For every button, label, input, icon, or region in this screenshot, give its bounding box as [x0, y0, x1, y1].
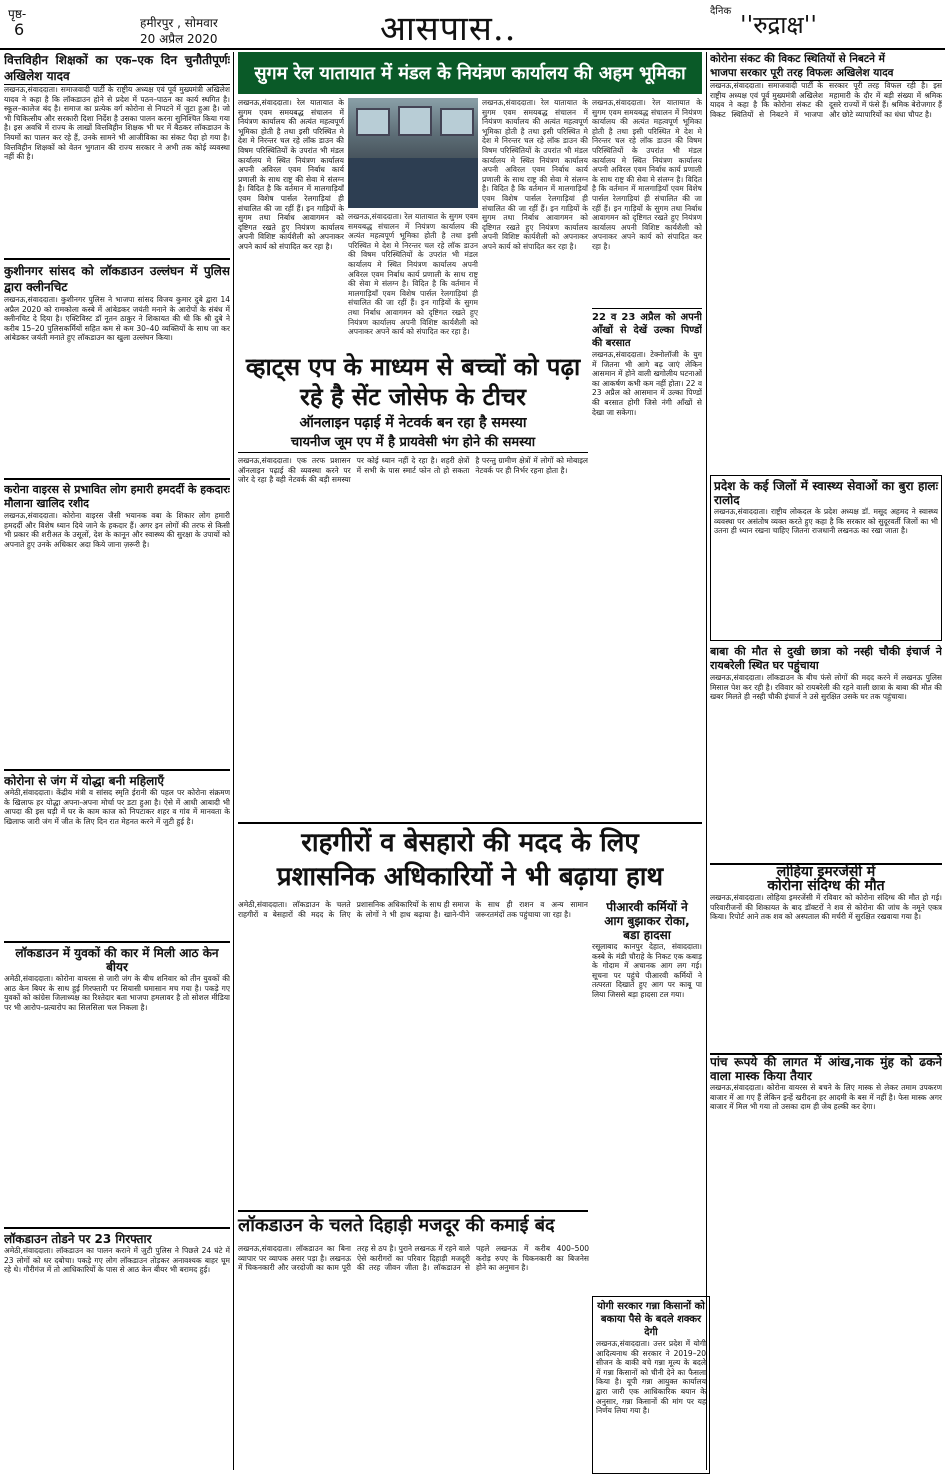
headline-help-line2: प्रशासनिक अधिकारियों ने भी बढ़ाया हाथ [276, 862, 664, 892]
deck-network-problem: ऑनलाइन पढ़ाई में नेटवर्क बन रहा है समस्या [299, 415, 527, 431]
story-body-fire: रसूलाबाद कानपुर देहात, संवाददाता। कस्बे के मंडी चौराहे के निकट एक कबाड़ के गोदाम में अचानक आग लग गई। सूचना पर पहुंचे पीआरवी कर्मियों ने तत्परता दिखाते हुए आग पर काबू पा लिया जिससे बड़ा हादसा टल गया। [592, 942, 702, 999]
headline-beer: लॉकडाउन में युवकों की कार में मिली आठ केन बीयर [15, 946, 219, 974]
story-body-lohia: लखनऊ,संवाददाता। लोहिया इमरजेंसी में रविवार को कोरोना संदिग्ध की मौत हो गई। परिवारीजनों की शिकायत के बाद डॉक्टरों ने शव से कोरोना की जांच के नमूने एकत्र किया। रिपोर्ट आने तक शव को अस्पताल की मर्चरी में सुरक्षित रखवाया गया है। [710, 893, 942, 922]
story-body-labour: लखनऊ,संवाददाता। लॉकडाउन का बिना व्यापार पर व्यापक असर पड़ा है। लखनऊ में चिकनकारी और जरदोजी का काम पूरी तरह से ठप है। पुराने लखनऊ में रहने वाले ऐसे कारीगरों का परिवार दिहाड़ी मजदूरी की तरह जीवन जीता है। लॉकडाउन से पहले लखनऊ में करीब 400–500 करोड़ रुपए के चिकनकारी का बिजनेस होने का अनुमान है। [238, 1244, 589, 1273]
story-body-beer: अमेठी,संवाददाता। कोरोना वायरस से जारी जंग के बीच शनिवार को तीन युवकों की आठ केन बियर के साथ हुई गिरफ्तारी पर सियासी घमासान मच गया है। पकड़े गए युवकों को कांग्रेस जिलाध्यक्ष का रिश्तेदार बता भाजपा हमलावर है तो सोशल मीडिया पर भी आरोप–प्रत्यारोप का सिलसिला चल निकला है। [4, 974, 230, 1012]
place-day: हमीरपुर , सोमवार [140, 16, 218, 30]
right-column [710, 52, 942, 1470]
headline-student: बाबा की मौत से दुखी छात्रा को नस्ही चौकी इंचार्ज ने रायबरेली स्थित घर पहुंचाया [710, 645, 942, 672]
rail-story-body-continued [348, 212, 478, 348]
story-body-whatsapp: लखनऊ,संवाददाता। एक तरफ प्रशासन ऑनलाइन पढ़ाई की व्यवस्था करने पर जोर दे रहा है वही नेटवर्क की बड़ी समस्या पर कोई ध्यान नहीं दे रहा है। शहरी क्षेत्रों में सभी के पास स्मार्ट फोन तो हो सकता है परन्तु ग्रामीण क्षेत्रों में लोगों को मोबाइल नेटवर्क पर ही निर्भर रहना होता है। [238, 456, 588, 485]
story-body-women-warriors: अमेठी,संवाददाता। केंद्रीय मंत्री व सांसद स्मृति ईरानी की पहल पर कोरोना संक्रमण के खिलाफ हर योद्धा अपना-अपना मोर्चा पर डटा हुआ है। ऐसे में आधी आबादी भी आपदा की इस घड़ी में घर के काम काज को निपटाकर शहर व गांव में मानवता के खिलाफ जारी जंग में जीत के लिए दिन रात मेहनत करने में जुटी हुई है। [4, 788, 230, 826]
story-body-mask: लखनऊ,संवाददाता। कोरोना वायरस से बचने के लिए मास्क से लेकर तमाम उपकरण बाजार में आ गए हैं लेकिन इन्हें खरीदना हर आदमी के बस में नहीं है। फेस मास्क अगर बाजार में मिल भी गया तो उसका दाम ही जेब हल्की कर देगा। [710, 1083, 942, 1112]
rail-story-body: लखनऊ,संवाददाता। रेल यातायात के सुगम एवम समयबद्ध संचालन में नियंत्रण कार्यालय की अत्यंत महत्वपूर्ण भूमिका होती है तथा इसी परिस्थित मे देश मे निरन्तर चल रहे लॉक डाउन की विषम परिस्थितियों के उपरांत भी मंडल कार्यालय मे स्थित नियंत्रण कार्यालय अपनी अविरल एवम निर्बाध कार्य प्रणाली के साथ राष्ट्र की सेवा मे संलग्न है। विदित है कि वर्तमान में मालगाड़ियाँ एवम विशेष पार्सल रेलगाड़ियां ही संचालित की जा रहीं हैं। इन गाड़ियों के सुगम तथा निर्बाध आवागमन को दृष्टिगत रखते हुए नियंत्रण कार्यालय अपनी विशिष्ट कार्यशैली को अपनाकर अपने कार्य को संपादित कर रहा है। [238, 98, 344, 251]
headline-rail-control: सुगम रेल यातायात में मंडल के नियंत्रण कार्यालय की अहम भूमिका [238, 52, 702, 94]
column-rule [233, 52, 234, 1470]
headline-fire-line3: बडा हादसा [623, 928, 671, 942]
middle-right-column [592, 98, 702, 738]
headline-akhilesh-line1: कोरोना संकट की विकट स्थितियों से निबटने में [710, 53, 885, 65]
story-body-akhilesh: लखनऊ,संवाददाता। समाजवादी पार्टी के राष्ट्रीय अध्यक्ष एवं पूर्व मुख्यमंत्री अखिलेश यादव ने कहा है कि कोरोना संकट की विकट स्थितियों से निबटने में भाजपा सरकार पूरी तरह विफल रही है। इस महामारी के दौर में बड़ी संख्या में श्रमिक दूसरे राज्यों में फंसे हैं। श्रमिक बेरोजगार हैं और छोटे व्यापारियों का धंधा चौपट है। [710, 81, 942, 119]
headline-sugarcane: योगी सरकार गन्ना किसानों को बकाया पैसे के बदले शक्कर देगी [597, 1301, 705, 1338]
headline-lohia-line1: लोहिया इमरजेंसी में [710, 863, 942, 879]
page-label: पृष्ठ- [8, 7, 27, 21]
masthead [0, 0, 945, 50]
headline-rld: प्रदेश के कई जिलों में स्वास्थ्य सेवाओं का बुरा हालः रालोद [714, 479, 938, 507]
headline-lohia-line2: कोरोना संदिग्ध की मौत [767, 878, 885, 894]
rail-story-body-col3 [482, 98, 588, 348]
headline-fire-line1: पीआरवी कर्मियों ने [606, 900, 688, 914]
headline-labour: लॉकडाउन के चलते दिहाड़ी मजदूर की कमाई बंद [238, 1215, 555, 1236]
story-body-student: लखनऊ,संवाददाता। लॉकडाउन के बीच फंसे लोगों की मदद करने में लखनऊ पुलिस मिसाल पेश कर रही है। रविवार को रायबरेली की रहने वाली छात्रा के बाबा की मौत की खबर मिलते ही नस्ही चौकी इंचार्ज ने उसे सुरक्षित उसके घर तक पहुंचाया। [710, 673, 942, 702]
story-body-help: अमेठी,संवाददाता। लॉकडाउन के चलते राहगीरों व बेसहारों की मदद के लिए प्रशासनिक अधिकारियों के साथ ही समाज के लोगों ने भी हाथ बढ़ाया है। खाने-पीने के साथ ही राशन व अन्य सामान जरूरतमंदों तक पहुंचाया जा रहा है। [238, 900, 588, 919]
paper-name: ''रुद्राक्ष'' [740, 11, 817, 39]
headline-fire-line2: आग बुझाकर रोका, [604, 914, 690, 928]
headline-kushinagar: कुशीनगर सांसद को लॉकडाउन उल्लंघन में पुलिस द्वारा क्लीनचिट [4, 264, 230, 294]
left-column [4, 52, 230, 1470]
story-body-rld: लखनऊ,संवाददाता। राष्ट्रीय लोकदल के प्रदेश अध्यक्ष डॉ. मसूद अहमद ने स्वास्थ्य व्यवस्था पर असंतोष व्यक्त करते हुए कहा है कि सरकार को सुदूरवर्ती जिलों का भी उतना ही ध्यान रखना चाहिए जितना राजधानी लखनऊ का रखा जाता है। [714, 507, 938, 536]
rail-story-body-4: लखनऊ,संवाददाता। रेल यातायात के सुगम एवम समयबद्ध संचालन में नियंत्रण कार्यालय की अत्यंत महत्वपूर्ण भूमिका होती है तथा इसी परिस्थित मे देश मे निरन्तर चल रहे लॉक डाउन की विषम परिस्थितियों के उपरांत भी मंडल कार्यालय मे स्थित नियंत्रण कार्यालय अपनी अविरल एवम निर्बाध कार्य प्रणाली के साथ राष्ट्र की सेवा मे संलग्न है। विदित है कि वर्तमान में मालगाड़ियाँ एवम विशेष पार्सल रेलगाड़ियां ही संचालित की जा रहीं हैं। इन गाड़ियों के सुगम तथा निर्बाध आवागमन को दृष्टिगत रखते हुए नियंत्रण कार्यालय अपनी विशिष्ट कार्यशैली को अपनाकर अपने कार्य को संपादित कर रहा है। [592, 98, 702, 251]
train-photo [348, 98, 478, 208]
headline-arrests: लॉकडाउन तोडने पर 23 गिरफ्तार [4, 1232, 152, 1246]
headline-women-warriors: कोरोना से जंग में योद्धा बनी महिलाएँ [4, 774, 165, 788]
story-body-kushinagar: लखनऊ,संवाददाता। कुशीनगर पुलिस ने भाजपा सांसद विजय कुमार दुबे द्वारा 14 अप्रैल 2020 को रामकोला कस्बे में आंबेडकर जयंती मनाने के आरोपों के संबंध में क्लीनचिट दे दिया है। एक्टिविस्ट डॉ नूतन ठाकुर ने शिकायत की थी कि श्री दुबे ने करीब 15–20 पुलिसकर्मियों सहित कम से कम 30–40 व्यक्तियों के साथ जा कर आंबेडकर जयंती मनाते हुए लॉकडाउन का खुला उल्लंघन किया। [4, 295, 230, 343]
deck-zoom-privacy: चायनीज जूम एप में है प्रायवेसी भंग होने की समस्या [238, 434, 588, 453]
section-title: आसपास.. [380, 9, 517, 49]
page-label-block [8, 6, 26, 38]
story-body-meteor: लखनऊ,संवाददाता। टेक्नोलॉजी के युग में जितना भी आगे बढ़ जाएं लेकिन आसमान में होने वाली खगोलीय घटनाओं का आकर्षण कभी कम नहीं होता। 22 व 23 अप्रैल को आसमान में उल्का पिण्डों की बरसात होगी जिसे नंगी आँखों से देखा जा सकेगा। [592, 350, 702, 417]
headline-teachers: वित्तविहीन शिक्षकों का एक–एक दिन चुनौतीपूर्णः अखिलेश यादव [4, 53, 230, 83]
story-body-maulana: लखनऊ,संवाददाता। कोरोना वाइरस जैसी भयानक वबा के शिकार लोग हमारी हमदर्दी और विशेष ध्यान दिये जाने के हकदार हैं। अगर इन लोगों की तरफ से किसी भी प्रकार की शरीअत के उसूलों, देश के कानून और स्वास्थ्य की सुरक्षा के उपायों को अपनाते हुए उनके अधिकार अदा किये जाना ज़रूरी है। [4, 511, 230, 549]
page-number: 6 [14, 20, 25, 39]
issue-date: 20 अप्रैल 2020 [140, 32, 218, 46]
paper-prefix: दैनिक [710, 6, 732, 17]
story-body-teachers: लखनऊ,संवाददाता। समाजवादी पार्टी के राष्ट्रीय अध्यक्ष एवं पूर्व मुख्यमंत्री अखिलेश यादव ने कहा है कि लॉकडाउन होने से प्रदेश में पठन–पाठन का कार्य स्थगित है। स्कूल–कालेज बंद है। समाज का प्रत्येक वर्ग कोरोना से निपटने में जुटा हुआ है। जो भी चिकित्सीय और सरकारी दिशा निर्देश है उसका पालन करना सुनिश्चित किया गया है। इस अवधि में राज्य के लाखों वित्तविहीन शिक्षक भी घर में बैठकर लॉकडाउन के नियमों का पालन कर रहे हैं, उनके सामने भी आजीविका का संकट पैदा हो गया है। वित्तविहीन शिक्षकों को वेतन भुगतान की राज्य सरकार ने अभी तक कोई व्यवस्था नहीं की है। [4, 85, 230, 162]
headline-maulana: करोना वाइरस से प्रभावित लोग हमारी हमदर्दी के हकदारः मौलाना खालिद रशीद [4, 483, 230, 510]
story-body-sugarcane: लखनऊ,संवाददाता। उत्तर प्रदेश में योगी आदित्यनाथ की सरकार ने 2019–20 सीजन के बाकी बचे गन्ना मूल्य के बदले में गन्ना किसानों को चीनी देने का फैसला किया है। यूपी गन्ना आयुक्त कार्यालय द्वारा जारी एक आधिकारिक बयान के अनुसार, गन्ना किसानों की मांग पर यह निर्णय लिया गया है। [596, 1339, 706, 1416]
rld-box [710, 475, 942, 641]
rail-story-body-3: लखनऊ,संवाददाता। रेल यातायात के सुगम एवम समयबद्ध संचालन में नियंत्रण कार्यालय की अत्यंत महत्वपूर्ण भूमिका होती है तथा इसी परिस्थित मे देश मे निरन्तर चल रहे लॉक डाउन की विषम परिस्थितियों के उपरांत भी मंडल कार्यालय मे स्थित नियंत्रण कार्यालय अपनी अविरल एवम निर्बाध कार्य प्रणाली के साथ राष्ट्र की सेवा मे संलग्न है। विदित है कि वर्तमान में मालगाड़ियाँ एवम विशेष पार्सल रेलगाड़ियां ही संचालित की जा रहीं हैं। इन गाड़ियों के सुगम तथा निर्बाध आवागमन को दृष्टिगत रखते हुए नियंत्रण कार्यालय अपनी विशिष्ट कार्यशैली को अपनाकर अपने कार्य को संपादित कर रहा है। [482, 98, 588, 251]
fire-story [592, 900, 702, 1220]
headline-mask: पांच रूपये की लागत में आंख,नाक मुंह को ढकने वाला मास्क किया तैयार [710, 1055, 942, 1083]
headline-meteor: 22 व 23 अप्रैल को अपनी आँखों से देखें उल्का पिण्डों की बरसात [592, 308, 702, 350]
rail-story-body-2: लखनऊ,संवाददाता। रेल यातायात के सुगम एवम समयबद्ध संचालन में नियंत्रण कार्यालय की अत्यंत महत्वपूर्ण भूमिका होती है तथा इसी परिस्थित मे देश मे निरन्तर चल रहे लॉक डाउन की विषम परिस्थितियों के उपरांत भी मंडल कार्यालय मे स्थित नियंत्रण कार्यालय अपनी अविरल एवम निर्बाध कार्य प्रणाली के साथ राष्ट्र की सेवा मे संलग्न है। विदित है कि वर्तमान में मालगाड़ियाँ एवम विशेष पार्सल रेलगाड़ियां ही संचालित की जा रहीं हैं। इन गाड़ियों के सुगम तथा निर्बाध आवागमन को दृष्टिगत रखते हुए नियंत्रण कार्यालय अपनी विशिष्ट कार्यशैली को अपनाकर अपने कार्य को संपादित कर रहा है। [348, 212, 478, 337]
headline-help-line1: राहगीरों व बेसहारो की मदद के लिए [301, 828, 639, 858]
sugarcane-box [592, 1296, 710, 1474]
story-body-arrests: अमेठी,संवाददाता। लॉकडाउन का पालन कराने में जुटी पुलिस ने पिछले 24 घंटे में 23 लोगों को धर दबोचा। पकड़े गए लोग लॉकडाउन तोड़कर अनावश्यक बाहर घूम रहे थे। गौरीगंज में तो आधिकारियों के पास से आठ केन बीयर भी बरामद हुई। [4, 1246, 230, 1275]
headline-akhilesh-line2: भाजपा सरकार पूरी तरह विफलः अखिलेश यादव [710, 66, 942, 81]
headline-whatsapp: व्हाट्स एप के माध्यम से बच्चों को पढ़ा रहे है सेंट जोसेफ के टीचर [245, 352, 581, 411]
